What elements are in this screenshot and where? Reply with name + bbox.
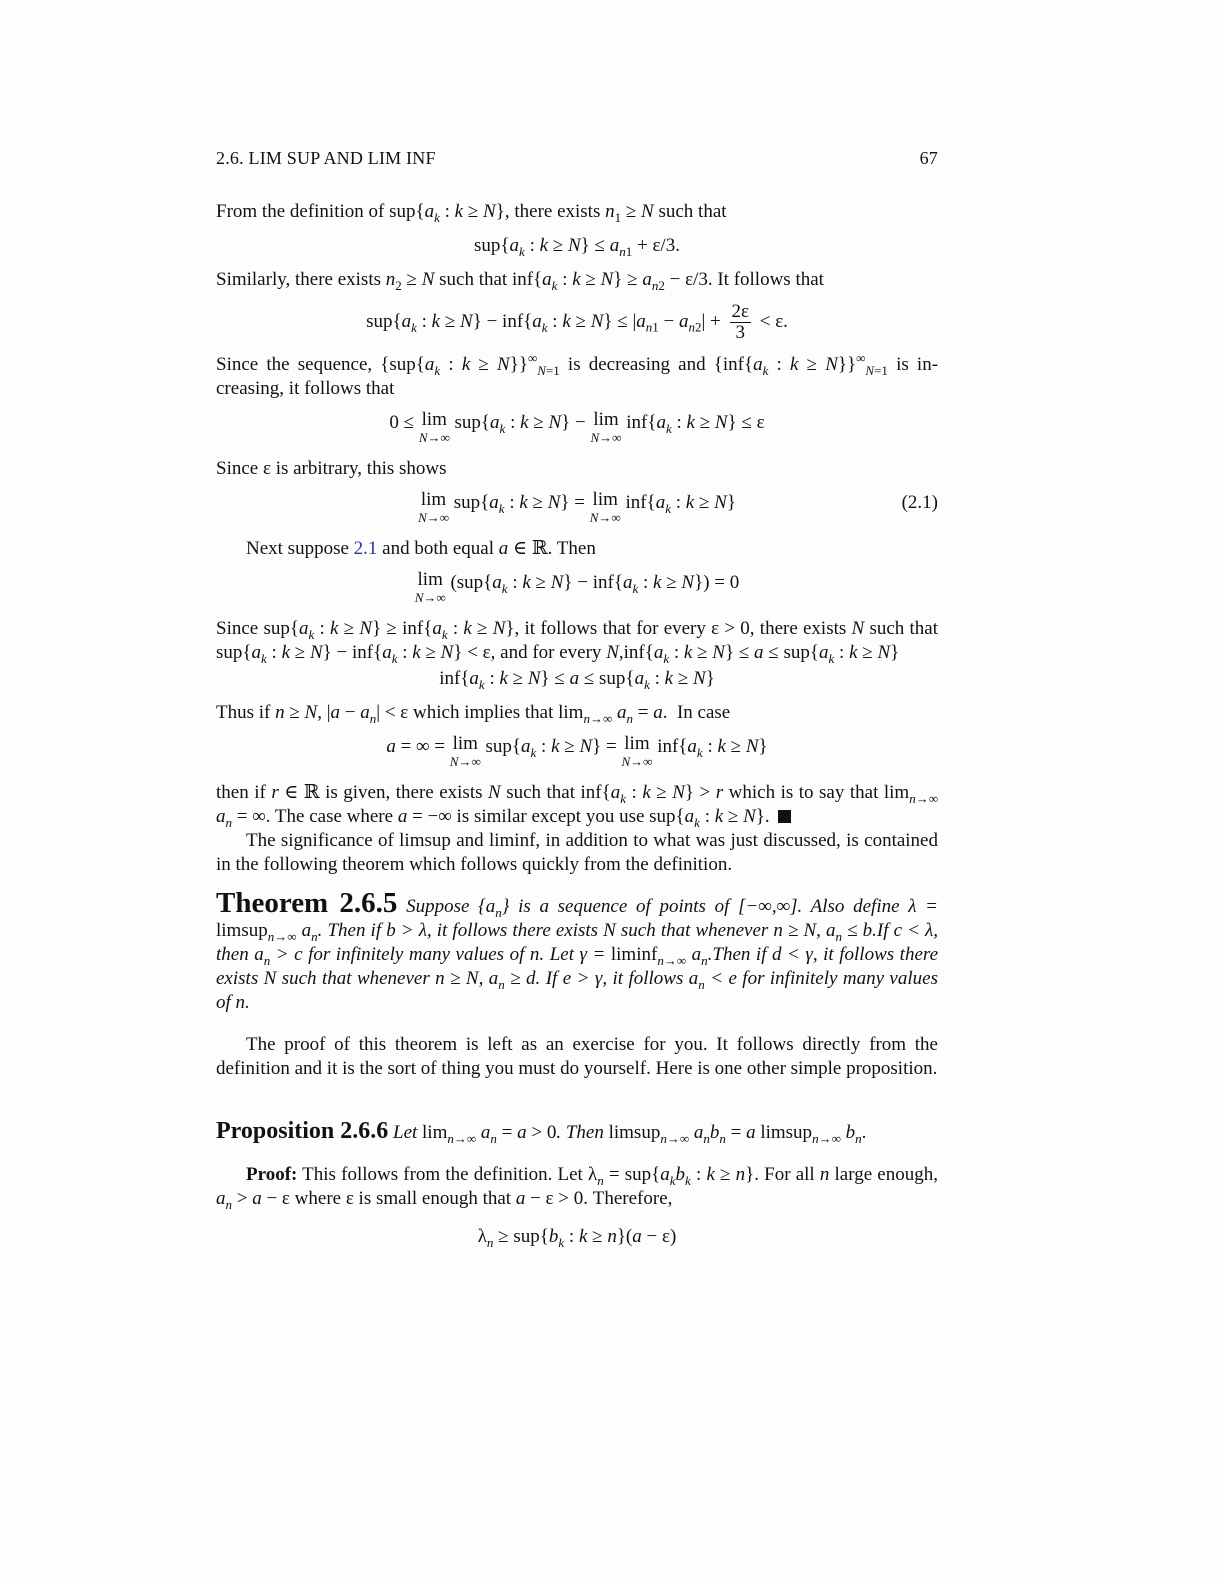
paragraph-7: Thus if n ≥ N, $|a - a_n| < \varepsilon$ which implies that $\lim_{n\to\infty} a_n = a$. In case <box>216 702 731 726</box>
fraction: $\frac{2\varepsilon}{3}$ <box>731 301 749 343</box>
proof: Proof: This follows from the definition. Let $\lambda_n = sup\{a_kb_k$ : k ≥ n}. For all n large enough, $a_n > a - \varepsilon$ where ε is small enough that a − ε > 0. Therefore, <box>216 1164 938 1212</box>
paragraph-10: The proof of this theorem is left as an exercise for you. It follows directly from the definition and it is the sort of thing you must do yourself. Here is one other simple proposition. <box>216 1034 938 1079</box>
equation-5: lim N→∞ ($sup\{a_k$ : $k \ge N\} - inf\{a_k$ : k ≥ N}) = 0 <box>414 569 740 605</box>
equation-8: $\lambda_n \ge sup\{b_k$ : k ≥ n}(a − ε) <box>477 1226 677 1250</box>
equation-reference-link[interactable]: 2.1 <box>353 538 378 559</box>
page-number: 67 <box>919 148 938 168</box>
equation-number: (2.1) <box>901 492 938 513</box>
paragraph-3: Since the sequence, {$sup\{a_k$ : $k \ge N\}\}^\infty_{N=1}$ is decreasing and {$inf\{a_k$ : $k \ge N\}\}^\infty_{N=1}$ is in-creasing, it follows that <box>216 350 939 399</box>
equation-1: $sup\{a_k$ : $k \ge N\} \le a_{n1} + \varepsilon/3$. <box>474 235 680 259</box>
paragraph-8: then if r ∈ ℝ is given, there exists N such that $inf\{a_k$ : k ≥ N} > r which is to say that $\lim_{n\to\infty} a_n$ = ∞. The case where a = −∞ is similar except you use $sup\{a_k$ : k ≥ N}. <box>216 782 938 830</box>
theorem-title: Theorem 2.6.5 <box>216 887 398 919</box>
paragraph-4: Since ε is arbitrary, this shows <box>216 458 447 479</box>
paragraph-2: Similarly, there exists $n_2 \ge N$ such that $inf\{a_k$ : $k \ge N\} \ge a_{n2} - \varepsilon/3$. It follows that <box>216 269 824 293</box>
equation-7: a = ∞ = lim N→∞ $sup\{a_k$ : k ≥ N} = lim N→∞ $inf\{a_k$ : k ≥ N} <box>386 733 768 769</box>
section-title: 2.6. LIM SUP AND LIM INF <box>216 148 436 168</box>
proposition-title: Proposition 2.6.6 <box>216 1118 389 1144</box>
paragraph-1: From the definition of $sup\{a_k$ : k ≥ N}, there exists $n_1 \ge N$ such that <box>216 201 727 225</box>
running-header <box>216 146 938 170</box>
paragraph-5: Next suppose 2.1 and both equal a ∈ ℝ. Then <box>246 538 596 559</box>
theorem-2-6-5: Theorem 2.6.5 Suppose $\{a_n\}$ is a sequence of points of [−∞,∞]. Also define λ = limsup$_{n\to\infty}$ $a_n$. Then if b > λ, it follows there exists N such that whenever n ≥ N, $a_n \le b.If$ c < λ, then $a_n > c$ for infinitely many values of n. Let γ = liminf$_{n\to\infty}$ $a_n.Then$ if d < γ, it follows there exists N such that whenever n ≥ N, $a_n \ge d$. If e > γ, it follows $a_n < e$ for infinitely many values of n. <box>216 887 938 1013</box>
equation-4: lim N→∞ $sup\{a_k$ : k ≥ N} = lim N→∞ $inf\{a_k$ : k ≥ N} (2.1) <box>418 489 938 525</box>
equation-2: $sup\{a_k$ : $k \ge N\} - inf\{a_k$ : $k \ge N\} \le |a_{n1} - a_{n2}|$ + $\frac{2\varepsilon}{3}$ < ε. <box>366 301 788 343</box>
equation-3: 0 ≤ lim N→∞ $sup\{a_k$ : k ≥ N} − lim N→∞ $inf\{a_k$ : k ≥ N} ≤ ε <box>389 409 765 445</box>
proof-label: Proof: <box>246 1164 298 1185</box>
paragraph-6: Since $sup\{a_k$ : $k \ge N\} \ge inf\{a_k$ : k ≥ N}, it follows that for every ε > 0, there exists N such that $sup\{a_k$ : $k \ge N\} - inf\{a_k$ : k ≥ N} < ε, and for every $N,inf\{a_k$ : $k \ge N\} \le a \le sup\{a_k$ : k ≥ N} <box>216 618 939 666</box>
proposition-2-6-6: Proposition 2.6.6 Let $\lim_{n\to\infty} a_n = a > 0$. Then limsup$_{n\to\infty}$ $a_nb_n = a$ limsup$_{n\to\infty}$ $b_n$. <box>216 1118 867 1146</box>
paragraph-9: The significance of limsup and liminf, in addition to what was just discussed, is contained in the following theorem which follows quickly from the definition. <box>216 830 938 875</box>
page <box>216 146 938 1259</box>
equation-6: $inf\{a_k$ : $k \ge N\} \le a \le sup\{a_k$ : k ≥ N} <box>439 668 715 692</box>
qed-square <box>778 810 791 823</box>
